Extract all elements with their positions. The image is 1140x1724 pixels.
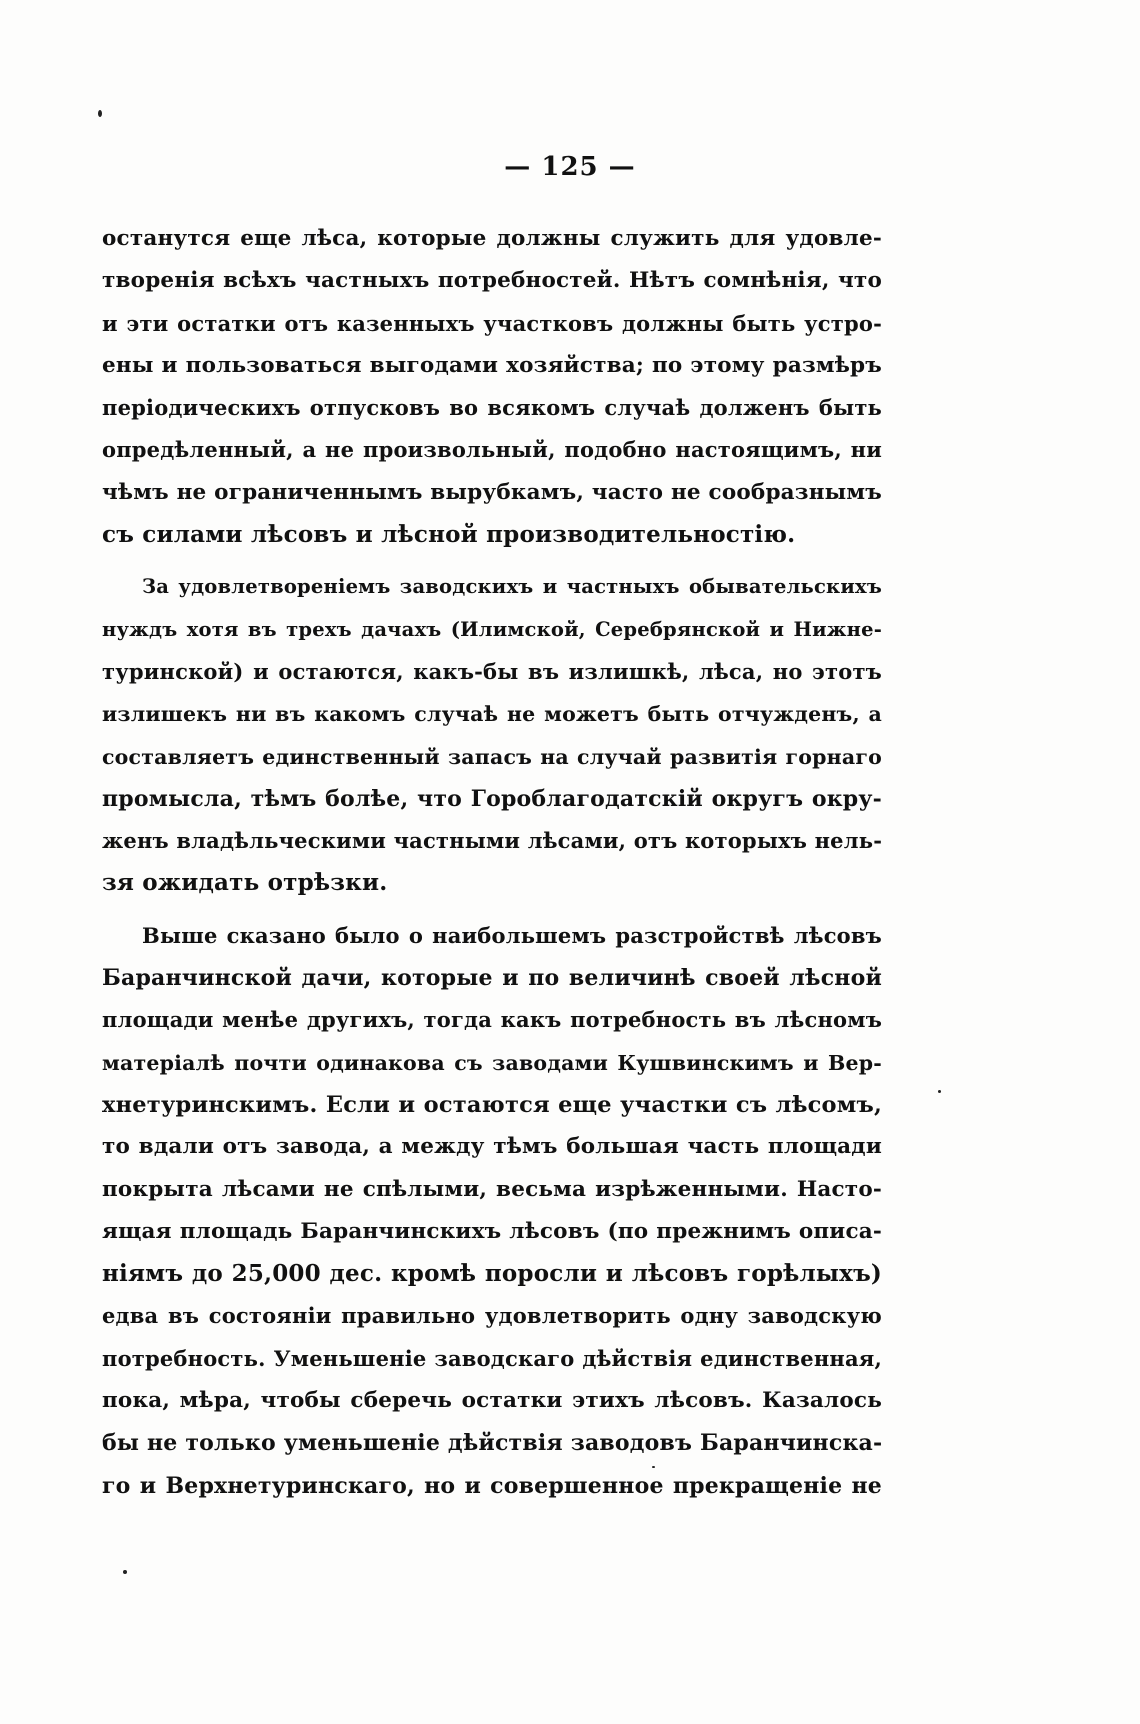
text-line: покрыта лѣсами не спѣлыми, весьма изрѣженными. Насто- bbox=[102, 1176, 882, 1202]
ink-speck bbox=[123, 1570, 127, 1574]
page-number: — 125 — bbox=[504, 152, 636, 182]
ink-speck bbox=[938, 1090, 941, 1093]
text-line: и эти остатки отъ казенныхъ участковъ должны быть устро- bbox=[102, 310, 882, 336]
text-line: ніямъ до 25,000 дес. кромѣ поросли и лѣсовъ горѣлыхъ) bbox=[102, 1260, 882, 1288]
text-line: туринской) и остаются, какъ-бы въ излишкѣ, лѣса, но этотъ bbox=[102, 658, 882, 684]
text-line: творенія всѣхъ частныхъ потребностей. Нѣтъ сомнѣнія, что bbox=[102, 268, 882, 294]
text-line: площади менѣе другихъ, тогда какъ потребность въ лѣсномъ bbox=[102, 1007, 882, 1033]
text-line: ены и пользоваться выгодами хозяйства; по этому размѣръ bbox=[102, 352, 882, 378]
text-line: едва въ состояніи правильно удовлетворить одну заводскую bbox=[102, 1303, 882, 1329]
text-line: Выше сказано было о наибольшемъ разстройствѣ лѣсовъ bbox=[142, 922, 882, 948]
text-line: періодическихъ отпусковъ во всякомъ случаѣ долженъ быть bbox=[102, 395, 882, 421]
text-line: Баранчинской дачи, которые и по величинѣ своей лѣсной bbox=[102, 965, 882, 992]
text-line: излишекъ ни въ какомъ случаѣ не можетъ быть отчужденъ, а bbox=[102, 702, 882, 727]
ink-speck bbox=[98, 110, 102, 117]
paragraph-3 bbox=[102, 915, 882, 1507]
text-line: ящая площадь Баранчинскихъ лѣсовъ (по прежнимъ описа- bbox=[102, 1218, 882, 1244]
text-line: чѣмъ не ограниченнымъ вырубкамъ, часто не сообразнымъ bbox=[102, 479, 882, 505]
body-text bbox=[102, 218, 882, 1507]
text-line: женъ владѣльческими частными лѣсами, отъ которыхъ нель- bbox=[102, 828, 883, 854]
text-line: составляетъ единственный запасъ на случай развитія горнаго bbox=[102, 744, 882, 769]
text-line: промысла, тѣмъ болѣе, что Гороблагодатскій округъ окру- bbox=[102, 785, 882, 812]
text-line: хнетуринскимъ. Если и остаются еще участки съ лѣсомъ, bbox=[102, 1091, 882, 1118]
text-line: За удовлетвореніемъ заводскихъ и частныхъ обывательскихъ bbox=[142, 575, 882, 599]
text-line: бы не только уменьшеніе дѣйствія заводовъ Баранчинска- bbox=[102, 1430, 883, 1457]
text-line: опредѣленный, а не произвольный, подобно настоящимъ, ни bbox=[102, 437, 882, 463]
text-line: матеріалѣ почти одинакова съ заводами Кушвинскимъ и Вер- bbox=[102, 1050, 882, 1075]
paragraph-2 bbox=[102, 566, 882, 904]
text-line: го и Верхнетуринскаго, но и совершенное прекращеніе не bbox=[102, 1472, 882, 1499]
text-line: то вдали отъ завода, а между тѣмъ большая часть площади bbox=[102, 1134, 882, 1160]
text-line: зя ожидать отрѣзки. bbox=[102, 869, 388, 897]
paragraph-1 bbox=[102, 218, 882, 556]
text-line: съ силами лѣсовъ и лѣсной производительностію. bbox=[102, 521, 796, 549]
text-line: нуждъ хотя въ трехъ дачахъ (Илимской, Серебрянской и Нижне- bbox=[102, 617, 882, 641]
text-line: потребность. Уменьшеніе заводскаго дѣйствія единственная, bbox=[102, 1345, 882, 1371]
text-line: пока, мѣра, чтобы сберечь остатки этихъ лѣсовъ. Казалось bbox=[102, 1388, 882, 1414]
text-line: останутся еще лѣса, которые должны служить для удовле- bbox=[102, 226, 882, 251]
